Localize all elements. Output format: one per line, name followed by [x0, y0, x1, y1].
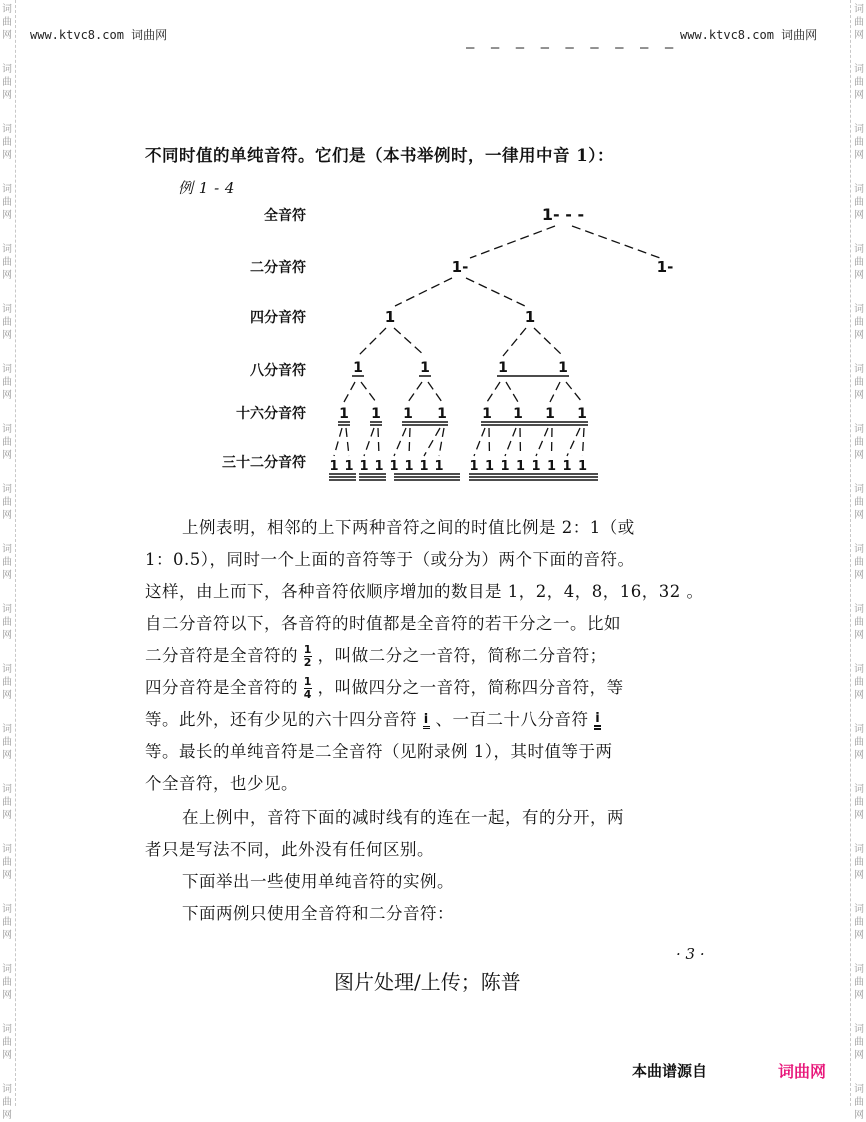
- row-label-half: 二分音符: [250, 260, 306, 276]
- side-watermark-glyph: 曲: [854, 197, 864, 208]
- side-watermark-glyph: 曲: [2, 617, 12, 628]
- side-watermark-glyph: 词: [854, 64, 864, 75]
- side-watermark-glyph: 曲: [854, 257, 864, 268]
- side-watermark-glyph: 词: [2, 964, 12, 975]
- branch-line: [466, 278, 525, 306]
- branch-line: [534, 328, 563, 356]
- note-quarter: 1: [524, 308, 536, 326]
- side-watermark-glyph: 网: [854, 390, 864, 401]
- side-watermark-glyph: 曲: [854, 857, 864, 868]
- side-watermark-glyph: 网: [854, 930, 864, 941]
- row-label-eighth: 八分音符: [250, 363, 306, 379]
- tree-notes: [329, 205, 673, 474]
- side-watermark-glyph: 词: [2, 64, 12, 75]
- note-sixteenth: 1: [437, 406, 447, 422]
- side-watermark-glyph: 网: [2, 330, 12, 341]
- side-watermark-glyph: 词: [854, 484, 864, 495]
- branch-line: [408, 382, 422, 402]
- branch-line: [487, 382, 500, 402]
- side-watermark-glyph: 词: [854, 184, 864, 195]
- note-half: 1-: [656, 258, 674, 276]
- intro-line: 不同时值的单纯音符。它们是（本书举例时，一律用中音 1）：: [145, 146, 614, 165]
- side-watermark-glyph: 词: [854, 604, 864, 615]
- branch-line: [395, 278, 452, 306]
- note-sixteenth: 1: [545, 406, 555, 422]
- side-watermark-glyph: 曲: [2, 557, 12, 568]
- branch-line: [334, 428, 342, 456]
- body-line-5: 二分音符是全音符的 $\frac{1}{2}$ ，叫做二分之一音符，简称二分音符；: [145, 643, 607, 669]
- side-watermark-glyph: 网: [2, 810, 12, 821]
- note-sixteenth: 1: [371, 406, 381, 422]
- note-quarter: 1: [384, 308, 396, 326]
- note-sixteenth: 1: [577, 406, 587, 422]
- branch-line: [409, 428, 410, 456]
- side-watermark-glyph: 网: [2, 1110, 12, 1121]
- branch-line: [344, 382, 355, 402]
- side-watermark-glyph: 曲: [854, 437, 864, 448]
- side-watermark-glyph: 词: [854, 1024, 864, 1035]
- branch-line: [439, 428, 444, 456]
- branch-line: [424, 428, 440, 456]
- body-p3: 下面举出一些使用单纯音符的实例。: [182, 872, 454, 891]
- side-watermark-glyph: 词: [2, 544, 12, 555]
- side-watermark-glyph: 曲: [2, 677, 12, 688]
- side-watermark-glyph: 网: [2, 150, 12, 161]
- row-label-whole: 全音符: [264, 208, 306, 224]
- side-watermark-glyph: 网: [854, 330, 864, 341]
- branch-line: [394, 328, 425, 356]
- side-watermark-glyph: 网: [2, 870, 12, 881]
- side-watermark-glyph: 词: [2, 664, 12, 675]
- side-watermark-glyph: 曲: [2, 917, 12, 928]
- side-watermark-glyph: 网: [854, 570, 864, 581]
- branch-line: [567, 428, 580, 456]
- note-thirtysecond: 1: [389, 459, 399, 474]
- note-thirtysecond: 1: [344, 459, 354, 474]
- side-watermark-glyph: 词: [2, 904, 12, 915]
- footer-source-label: 本曲谱源自: [632, 1062, 708, 1080]
- side-watermark-glyph: 词: [2, 244, 12, 255]
- side-watermark-glyph: 曲: [2, 797, 12, 808]
- side-watermark-glyph: 曲: [854, 557, 864, 568]
- branch-line: [520, 428, 521, 456]
- side-watermark-glyph: 网: [2, 270, 12, 281]
- branch-line: [378, 428, 379, 456]
- note-thirtysecond: 1: [419, 459, 429, 474]
- side-watermark-glyph: 曲: [2, 977, 12, 988]
- branch-line: [470, 226, 555, 258]
- note-thirtysecond: 1: [577, 459, 588, 474]
- side-watermark-glyph: 词: [2, 844, 12, 855]
- side-watermark-glyph: 曲: [2, 857, 12, 868]
- side-watermark-glyph: 词: [854, 424, 864, 435]
- branch-line: [583, 428, 585, 456]
- branch-line: [364, 428, 374, 456]
- side-watermark-glyph: 曲: [854, 497, 864, 508]
- body-line-6: 四分音符是全音符的 $\frac{1}{4}$ ，叫做四分之一音符，简称四分音符，等: [145, 675, 624, 701]
- side-watermark-glyph: 网: [2, 390, 12, 401]
- note-thirtysecond: 1: [469, 459, 479, 474]
- side-watermark-glyph: 网: [854, 990, 864, 1001]
- note-sixtyfourth: i: [423, 711, 429, 727]
- header-right-url[interactable]: www.ktvc8.com 词曲网: [680, 28, 818, 42]
- side-watermark-glyph: 词: [854, 784, 864, 795]
- body-p2-line-1: 在上例中，音符下面的减时线有的连在一起，有的分开，两: [182, 808, 624, 827]
- side-watermark-glyph: 曲: [2, 377, 12, 388]
- branch-line: [474, 428, 485, 456]
- side-watermark-glyph: 词: [2, 784, 12, 795]
- note-whole: 1- - -: [541, 205, 585, 224]
- side-watermark-glyph: 曲: [2, 77, 12, 88]
- side-watermark-glyph: 词: [854, 364, 864, 375]
- side-watermark-glyph: 曲: [854, 137, 864, 148]
- note-eighth: 1: [353, 360, 363, 376]
- side-watermark-glyph: 词: [2, 304, 12, 315]
- side-watermark-glyph: 曲: [2, 17, 12, 28]
- side-watermark-glyph: 曲: [854, 677, 864, 688]
- branch-line: [361, 382, 376, 402]
- side-watermark-glyph: 曲: [854, 797, 864, 808]
- side-watermark-glyph: 词: [2, 1024, 12, 1035]
- side-watermark-glyph: 词: [854, 904, 864, 915]
- side-watermark-glyph: 网: [2, 450, 12, 461]
- side-watermark-glyph: 词: [854, 244, 864, 255]
- side-watermark-glyph: 网: [854, 690, 864, 701]
- branch-line: [550, 382, 560, 402]
- side-watermark-glyph: 网: [2, 690, 12, 701]
- side-watermark-glyph: 曲: [2, 137, 12, 148]
- side-watermark-glyph: 词: [854, 664, 864, 675]
- note-eighth: 1: [498, 360, 508, 376]
- note-thirtysecond: 1: [484, 459, 495, 474]
- note-sixteenth: 1: [513, 406, 523, 422]
- side-watermark-glyph: 词: [854, 304, 864, 315]
- side-watermark-glyph: 曲: [2, 437, 12, 448]
- body-p2-line-2: 者只是写法不同，此外没有任何区别。: [145, 840, 434, 859]
- side-watermark-glyph: 网: [854, 90, 864, 101]
- side-watermark-glyph: 曲: [2, 317, 12, 328]
- branch-line: [506, 382, 518, 402]
- side-watermark-glyph: 网: [854, 870, 864, 881]
- note-thirtysecond: 1: [531, 459, 541, 474]
- side-watermark-glyph: 曲: [854, 317, 864, 328]
- row-label-sixteenth: 十六分音符: [236, 406, 306, 422]
- header-left-url[interactable]: www.ktvc8.com 词曲网: [30, 28, 168, 42]
- note-eighth: 1: [558, 360, 568, 376]
- body-line-4: 自二分音符以下，各音符的时值都是全音符的若干分之一。比如: [145, 614, 621, 633]
- body-line-9: 个全音符，也少见。: [145, 774, 298, 793]
- branch-line: [503, 328, 526, 356]
- side-watermark-glyph: 词: [2, 424, 12, 435]
- note-thirtysecond: 1: [500, 459, 510, 474]
- side-watermark-glyph: 词: [2, 124, 12, 135]
- side-watermark-glyph: 曲: [2, 497, 12, 508]
- side-watermark-glyph: 网: [2, 510, 12, 521]
- note-eighth: 1: [420, 360, 430, 376]
- side-watermark-glyph: 网: [854, 810, 864, 821]
- fraction-half: $\frac{1}{2}$: [303, 643, 312, 669]
- branch-line: [394, 428, 406, 456]
- side-watermark-glyph: 词: [2, 1084, 12, 1095]
- side-watermark-glyph: 曲: [854, 77, 864, 88]
- side-watermark-glyph: 网: [2, 630, 12, 641]
- side-watermark-glyph: 曲: [2, 197, 12, 208]
- branch-line: [489, 428, 490, 456]
- note-128th: i: [594, 712, 601, 730]
- side-watermark-glyph: 词: [854, 844, 864, 855]
- side-watermark-glyph: 网: [854, 210, 864, 221]
- note-thirtysecond: 1: [329, 459, 339, 474]
- header-dash-rule: — — — — — — — — —: [466, 40, 678, 56]
- side-watermark-glyph: 曲: [2, 257, 12, 268]
- body-line-8: 等。最长的单纯音符是二全音符（见附录例 1），其时值等于两: [145, 742, 613, 761]
- side-watermark-glyph: 词: [2, 604, 12, 615]
- side-watermark-glyph: 曲: [854, 1037, 864, 1048]
- note-sixteenth: 1: [339, 406, 349, 422]
- note-thirtysecond: 1: [359, 459, 369, 474]
- side-watermark-glyph: 词: [854, 4, 864, 15]
- side-watermark-glyph: 网: [854, 1050, 864, 1061]
- note-thirtysecond: 1: [562, 459, 572, 474]
- side-watermark-glyph: 词: [854, 964, 864, 975]
- note-thirtysecond: 1: [546, 459, 557, 474]
- side-watermark-glyph: 曲: [854, 1097, 864, 1108]
- side-watermark-glyph: 网: [2, 930, 12, 941]
- note-thirtysecond: 1: [434, 459, 444, 474]
- row-label-quarter: 四分音符: [250, 310, 306, 326]
- note-tree-diagram: [0, 0, 866, 500]
- side-watermark-glyph: 网: [854, 750, 864, 761]
- side-watermark-glyph: 网: [854, 1110, 864, 1121]
- side-watermark-glyph: 曲: [854, 917, 864, 928]
- example-label: 例 1 - 4: [178, 179, 235, 197]
- branch-line: [358, 328, 386, 356]
- side-watermark-glyph: 曲: [854, 977, 864, 988]
- body-line-3: 这样，由上而下，各种音符依顺序增加的数目是 1，2，4，8，16，32 。: [145, 582, 704, 601]
- side-watermark-glyph: 曲: [2, 1037, 12, 1048]
- side-watermark-glyph: 词: [854, 1084, 864, 1095]
- body-line-7: 等。此外，还有少见的六十四分音符 i 、一百二十八分音符 i: [145, 710, 601, 729]
- side-watermark-glyph: 网: [854, 510, 864, 521]
- side-watermark-glyph: 曲: [854, 737, 864, 748]
- branch-line: [552, 428, 553, 456]
- side-watermark-glyph: 网: [2, 750, 12, 761]
- side-watermark-glyph: 词: [2, 364, 12, 375]
- note-thirtysecond: 1: [404, 459, 414, 474]
- page-number: · 3 ·: [676, 945, 705, 963]
- side-watermark-glyph: 网: [2, 30, 12, 41]
- side-watermark-glyph: 词: [2, 184, 12, 195]
- side-watermark-glyph: 网: [2, 570, 12, 581]
- body-line-2: 1：0.5），同时一个上面的音符等于（或分为）两个下面的音符。: [145, 550, 635, 569]
- side-watermark-glyph: 网: [2, 1050, 12, 1061]
- footer-site-link[interactable]: 词曲网: [778, 1062, 827, 1081]
- branch-line: [505, 428, 516, 456]
- note-half: 1-: [451, 258, 469, 276]
- side-watermark-glyph: 网: [854, 630, 864, 641]
- note-thirtysecond: 1: [515, 459, 526, 474]
- side-watermark-glyph: 词: [2, 724, 12, 735]
- note-sixteenth: 1: [482, 406, 492, 422]
- side-watermark-glyph: 曲: [2, 1097, 12, 1108]
- side-watermark-glyph: 网: [2, 90, 12, 101]
- side-watermark-glyph: 曲: [2, 737, 12, 748]
- body-line-1: 上例表明，相邻的上下两种音符之间的时值比例是 2：1（或: [182, 518, 635, 537]
- row-label-thirtysecond: 三十二分音符: [222, 455, 306, 471]
- note-sixteenth: 1: [403, 406, 413, 422]
- side-watermark-glyph: 词: [854, 724, 864, 735]
- branch-line: [572, 226, 660, 258]
- upload-credit: 图片处理/上传；陈普: [334, 970, 521, 994]
- side-watermark-glyph: 网: [854, 450, 864, 461]
- fraction-quarter: $\frac{1}{4}$: [303, 675, 312, 701]
- side-watermark-glyph: 网: [854, 270, 864, 281]
- side-watermark-glyph: 网: [2, 210, 12, 221]
- branch-line: [428, 382, 442, 402]
- side-watermark-glyph: 词: [2, 484, 12, 495]
- side-watermark-glyph: 网: [2, 990, 12, 1001]
- side-watermark-glyph: 词: [854, 544, 864, 555]
- side-watermark-glyph: 词: [2, 4, 12, 15]
- note-thirtysecond: 1: [374, 459, 384, 474]
- branch-line: [536, 428, 548, 456]
- side-watermark-glyph: 曲: [854, 617, 864, 628]
- side-watermark-glyph: 网: [854, 150, 864, 161]
- body-p4: 下面两例只使用全音符和二分音符：: [182, 904, 454, 923]
- side-watermark-glyph: 网: [854, 30, 864, 41]
- tree-beams: [329, 376, 598, 480]
- branch-line: [346, 428, 349, 456]
- side-watermark-glyph: 曲: [854, 17, 864, 28]
- side-watermark-glyph: 曲: [854, 377, 864, 388]
- branch-line: [566, 382, 582, 402]
- side-watermark-glyph: 词: [854, 124, 864, 135]
